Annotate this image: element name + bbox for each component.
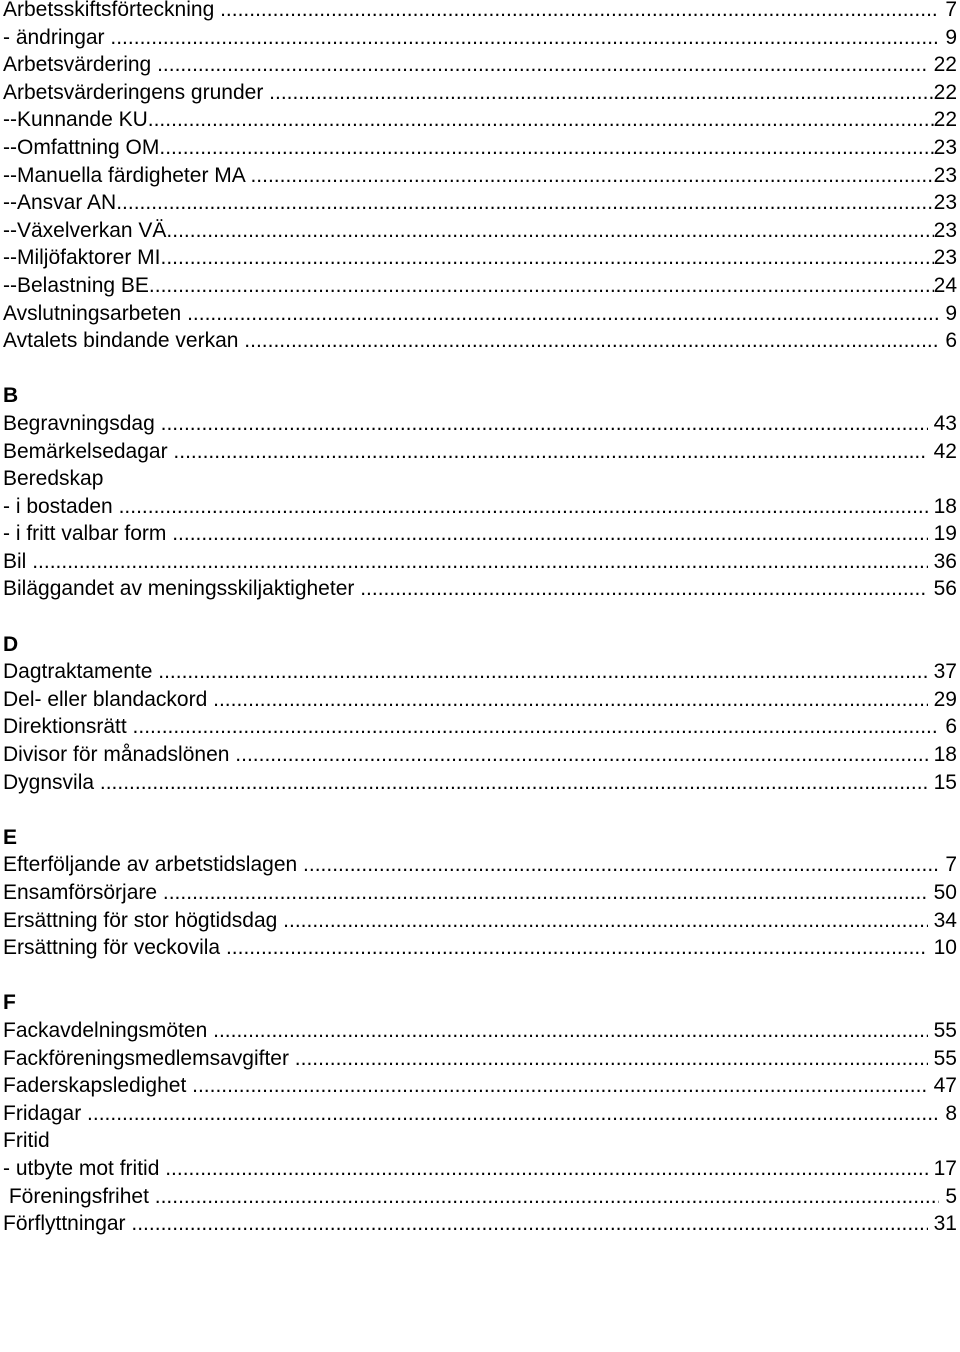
index-entry xyxy=(3,272,957,300)
index-entry-label: Biläggandet av meningsskiljaktigheter xyxy=(3,577,361,601)
index-entry xyxy=(3,162,957,190)
dot-leader xyxy=(244,327,939,355)
index-entry xyxy=(3,493,957,521)
index-entry xyxy=(3,327,957,355)
index-entry-label: Arbetsskiftsförteckning xyxy=(3,0,221,21)
dot-leader xyxy=(32,548,928,576)
dot-leader xyxy=(119,493,928,521)
dot-leader xyxy=(165,1155,928,1183)
index-entry-page-number: 6 xyxy=(939,329,957,353)
index-entry xyxy=(3,300,957,328)
index-entry-label: Direktionsrätt xyxy=(3,715,133,739)
index-entry xyxy=(3,0,957,24)
index-entry xyxy=(3,658,957,686)
index-entry-page-number: 22 xyxy=(933,80,957,104)
index-entry-page-number: 34 xyxy=(927,908,957,932)
index-entry xyxy=(3,106,957,134)
dot-leader xyxy=(250,162,933,190)
index-entry-page-number: 23 xyxy=(933,191,957,215)
index-entry-label: - ändringar xyxy=(3,25,111,49)
index-entry-label: Bil xyxy=(3,549,33,573)
index-entry-label: Dagtraktamente xyxy=(3,660,159,684)
index-entry-label: Fridagar xyxy=(3,1101,88,1125)
section-gap xyxy=(3,603,957,631)
index-entry-page-number: 9 xyxy=(939,25,957,49)
index-entry-page-number: 56 xyxy=(927,577,957,601)
index-entry xyxy=(3,244,957,272)
index-entry-label: --Växelverkan VÄ xyxy=(3,218,167,242)
index-entry xyxy=(3,1127,957,1155)
dot-leader xyxy=(155,1183,940,1211)
index-entry xyxy=(3,24,957,52)
dot-leader xyxy=(100,769,928,797)
index-entry-page-number: 9 xyxy=(939,301,957,325)
dot-leader xyxy=(269,79,933,107)
dot-leader xyxy=(110,24,939,52)
index-entry xyxy=(3,79,957,107)
index-entry-label: Arbetsvärderingens grunder xyxy=(3,80,270,104)
dot-leader xyxy=(161,410,928,438)
dot-leader xyxy=(157,51,928,79)
section-gap xyxy=(3,355,957,383)
dot-leader xyxy=(148,106,934,134)
index-entry-page-number: 22 xyxy=(933,108,957,132)
index-entry xyxy=(3,217,957,245)
index-entry xyxy=(3,520,957,548)
index-entry-label: Beredskap xyxy=(3,467,104,491)
index-entry-label: Ensamförsörjare xyxy=(3,881,163,904)
dot-leader xyxy=(187,300,939,328)
index-entry-page-number: 55 xyxy=(927,1046,957,1070)
dot-leader xyxy=(116,189,933,217)
dot-leader xyxy=(159,134,933,162)
index-entry-label: Ersättning för veckovila xyxy=(3,936,226,960)
index-entry xyxy=(3,1017,957,1045)
dot-leader xyxy=(192,1072,928,1100)
index-entry-page-number: 37 xyxy=(927,660,957,684)
index-entry-label: Efterföljande av arbetstidslagen xyxy=(3,853,304,877)
index-entry-page-number: 15 xyxy=(927,770,957,794)
index-entry xyxy=(3,134,957,162)
index-entry-page-number: 36 xyxy=(927,549,957,573)
index-entry-page-number: 19 xyxy=(927,522,957,546)
dot-leader xyxy=(360,575,928,603)
index-entry-label: Avtalets bindande verkan xyxy=(3,329,245,353)
index-entry-page-number: 43 xyxy=(927,411,957,435)
index-entry-label: Begravningsdag xyxy=(3,411,161,435)
index-entry-page-number: 7 xyxy=(939,853,957,877)
dot-leader xyxy=(173,438,927,466)
index-entry xyxy=(3,879,957,907)
index-entry-label: Fackavdelningsmöten xyxy=(3,1018,214,1042)
dot-leader xyxy=(295,1045,928,1073)
index-entry-label: Förflyttningar xyxy=(3,1212,132,1236)
index-entry xyxy=(3,189,957,217)
dot-leader xyxy=(235,741,928,769)
index-entry-label: - i bostaden xyxy=(3,494,119,518)
index-entry-page-number: 31 xyxy=(927,1212,957,1236)
index-entry xyxy=(3,410,957,438)
index-letter-heading: D xyxy=(3,632,19,656)
dot-leader xyxy=(226,934,928,962)
index-entry-page-number: 55 xyxy=(927,1018,957,1042)
index-entry-label: Del- eller blandackord xyxy=(3,687,214,711)
index-entry-label: --Omfattning OM xyxy=(3,135,160,159)
index-entry xyxy=(3,1183,957,1211)
index-entry-label: --Manuella färdigheter MA xyxy=(3,163,251,187)
index-entry-page-number: 18 xyxy=(927,743,957,767)
index-entry-label: Faderskapsledighet xyxy=(3,1074,193,1098)
index-entry xyxy=(3,851,957,879)
index-entry-page-number: 6 xyxy=(939,715,957,739)
index-entry-page-number: 23 xyxy=(933,246,957,270)
index-entry xyxy=(3,548,957,576)
dot-leader xyxy=(158,658,928,686)
index-entry-page-number: 23 xyxy=(933,135,957,159)
index-letter-heading: B xyxy=(3,384,19,408)
index-entry xyxy=(3,934,957,962)
index-entry-page-number: 23 xyxy=(933,218,957,242)
dot-leader xyxy=(172,520,928,548)
index-entry-page-number: 17 xyxy=(927,1156,957,1180)
dot-leader xyxy=(303,851,939,879)
index-entry-page-number: 8 xyxy=(939,1101,957,1125)
index-entry-page-number: 24 xyxy=(933,273,957,297)
index-entry-label: --Miljöfaktorer MI xyxy=(3,246,161,270)
dot-leader xyxy=(220,0,939,24)
index-entry-label: - i fritt valbar form xyxy=(3,522,173,546)
index-entry xyxy=(3,1155,957,1183)
index-entry-page-number: 47 xyxy=(927,1074,957,1098)
index-entry-label: Dygnsvila xyxy=(3,770,100,794)
index-entry-label: --Ansvar AN xyxy=(3,191,117,215)
index-entry-label: Arbetsvärdering xyxy=(3,53,158,77)
index-entry xyxy=(3,1072,957,1100)
dot-leader xyxy=(133,713,940,741)
index-entry-label: --Kunnande KU xyxy=(3,108,148,132)
index-entry-page-number: 18 xyxy=(927,494,957,518)
index-entry xyxy=(3,907,957,935)
index-entry-label: Divisor för månadslönen xyxy=(3,743,236,767)
index-entry-page-number: 23 xyxy=(933,163,957,187)
index-entry xyxy=(3,769,957,797)
index-entry-label: Fritid xyxy=(3,1129,50,1153)
index-entry-label: - utbyte mot fritid xyxy=(3,1156,166,1180)
index-entry-page-number: 10 xyxy=(927,936,957,960)
index-entry-page-number: 42 xyxy=(927,439,957,463)
index-letter-heading: E xyxy=(3,825,18,849)
index-entry-label: Bemärkelsedagar xyxy=(3,439,174,463)
dot-leader xyxy=(213,686,928,714)
index-entry-page-number: 5 xyxy=(939,1184,957,1208)
index-entry-label: Fackföreningsmedlemsavgifter xyxy=(3,1046,295,1070)
index-page xyxy=(3,0,957,1238)
index-entry-label: Ersättning för stor högtidsdag xyxy=(3,908,284,932)
dot-leader xyxy=(213,1017,928,1045)
section-gap xyxy=(3,962,957,990)
index-entry-page-number: 50 xyxy=(927,881,957,904)
index-letter-heading: F xyxy=(3,991,16,1015)
index-entry xyxy=(3,686,957,714)
index-entry-label: --Belastning BE xyxy=(3,273,149,297)
index-entry xyxy=(3,713,957,741)
dot-leader xyxy=(163,879,928,907)
index-entry xyxy=(3,575,957,603)
index-entry-page-number: 22 xyxy=(927,53,957,77)
index-entry xyxy=(3,741,957,769)
index-entry xyxy=(3,1210,957,1238)
dot-leader xyxy=(131,1210,927,1238)
index-entry-label: Föreningsfrihet xyxy=(3,1184,155,1208)
index-entry xyxy=(3,1045,957,1073)
dot-leader xyxy=(87,1100,939,1128)
index-entry-page-number: 7 xyxy=(939,0,957,21)
dot-leader xyxy=(283,907,928,935)
index-entry xyxy=(3,465,957,493)
index-entry-page-number: 29 xyxy=(927,687,957,711)
index-entry xyxy=(3,1100,957,1128)
index-entry xyxy=(3,51,957,79)
index-entry xyxy=(3,438,957,466)
section-gap xyxy=(3,796,957,824)
dot-leader xyxy=(166,217,933,245)
index-entry-label: Avslutningsarbeten xyxy=(3,301,188,325)
dot-leader xyxy=(149,272,934,300)
dot-leader xyxy=(161,244,934,272)
